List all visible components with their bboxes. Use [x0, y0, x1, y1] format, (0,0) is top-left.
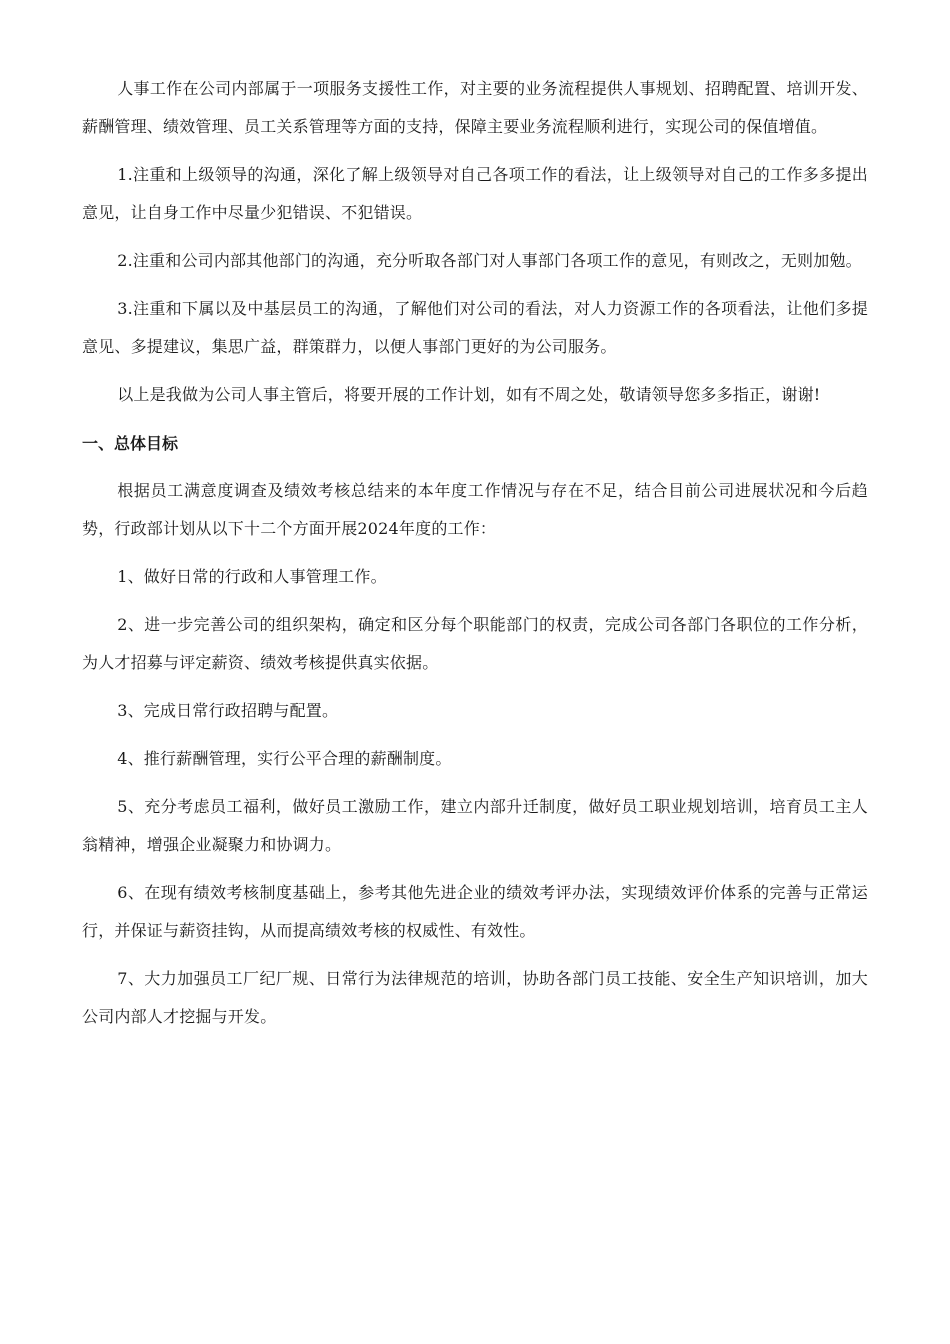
list-item: 2、进一步完善公司的组织架构，确定和区分每个职能部门的权责，完成公司各部门各职位的工作分析，为人才招募与评定薪资、绩效考核提供真实依据。 — [82, 615, 868, 672]
list-item: 1、做好日常的行政和人事管理工作。 — [117, 567, 387, 586]
section-heading: 一、总体目标 — [82, 434, 179, 453]
list-item: 1.注重和上级领导的沟通，深化了解上级领导对自己各项工作的看法，让上级领导对自己的工作多多提出意见，让自身工作中尽量少犯错误、不犯错误。 — [82, 165, 868, 222]
closing-paragraph: 以上是我做为公司人事主管后，将要开展的工作计划，如有不周之处，敬请领导您多多指正，谢谢! — [117, 385, 821, 404]
list-item: 5、充分考虑员工福利，做好员工激励工作，建立内部升迁制度，做好员工职业规划培训，培育员工主人翁精神，增强企业凝聚力和协调力。 — [82, 797, 868, 854]
list-item: 6、在现有绩效考核制度基础上，参考其他先进企业的绩效考评办法，实现绩效评价体系的完善与正常运行，并保证与薪资挂钩，从而提高绩效考核的权威性、有效性。 — [82, 883, 868, 940]
list-item: 3.注重和下属以及中基层员工的沟通，了解他们对公司的看法，对人力资源工作的各项看法，让他们多提意见、多提建议，集思广益，群策群力，以便人事部门更好的为公司服务。 — [82, 299, 868, 356]
section-lead-paragraph: 根据员工满意度调查及绩效考核总结来的本年度工作情况与存在不足，结合目前公司进展状况和今后趋势，行政部计划从以下十二个方面开展2024年度的工作： — [82, 481, 868, 538]
list-item: 2.注重和公司内部其他部门的沟通，充分听取各部门对人事部门各项工作的意见，有则改之，无则加勉。 — [117, 251, 862, 270]
document-page — [82, 70, 868, 1046]
intro-paragraph: 人事工作在公司内部属于一项服务支援性工作，对主要的业务流程提供人事规划、招聘配置、培训开发、薪酬管理、绩效管理、员工关系管理等方面的支持，保障主要业务流程顺利进行，实现公司的保值增值。 — [82, 79, 868, 136]
list-item: 3、完成日常行政招聘与配置。 — [117, 701, 339, 720]
list-item: 4、推行薪酬管理，实行公平合理的薪酬制度。 — [117, 749, 452, 768]
list-item: 7、大力加强员工厂纪厂规、日常行为法律规范的培训，协助各部门员工技能、安全生产知识培训，加大公司内部人才挖掘与开发。 — [82, 969, 868, 1026]
